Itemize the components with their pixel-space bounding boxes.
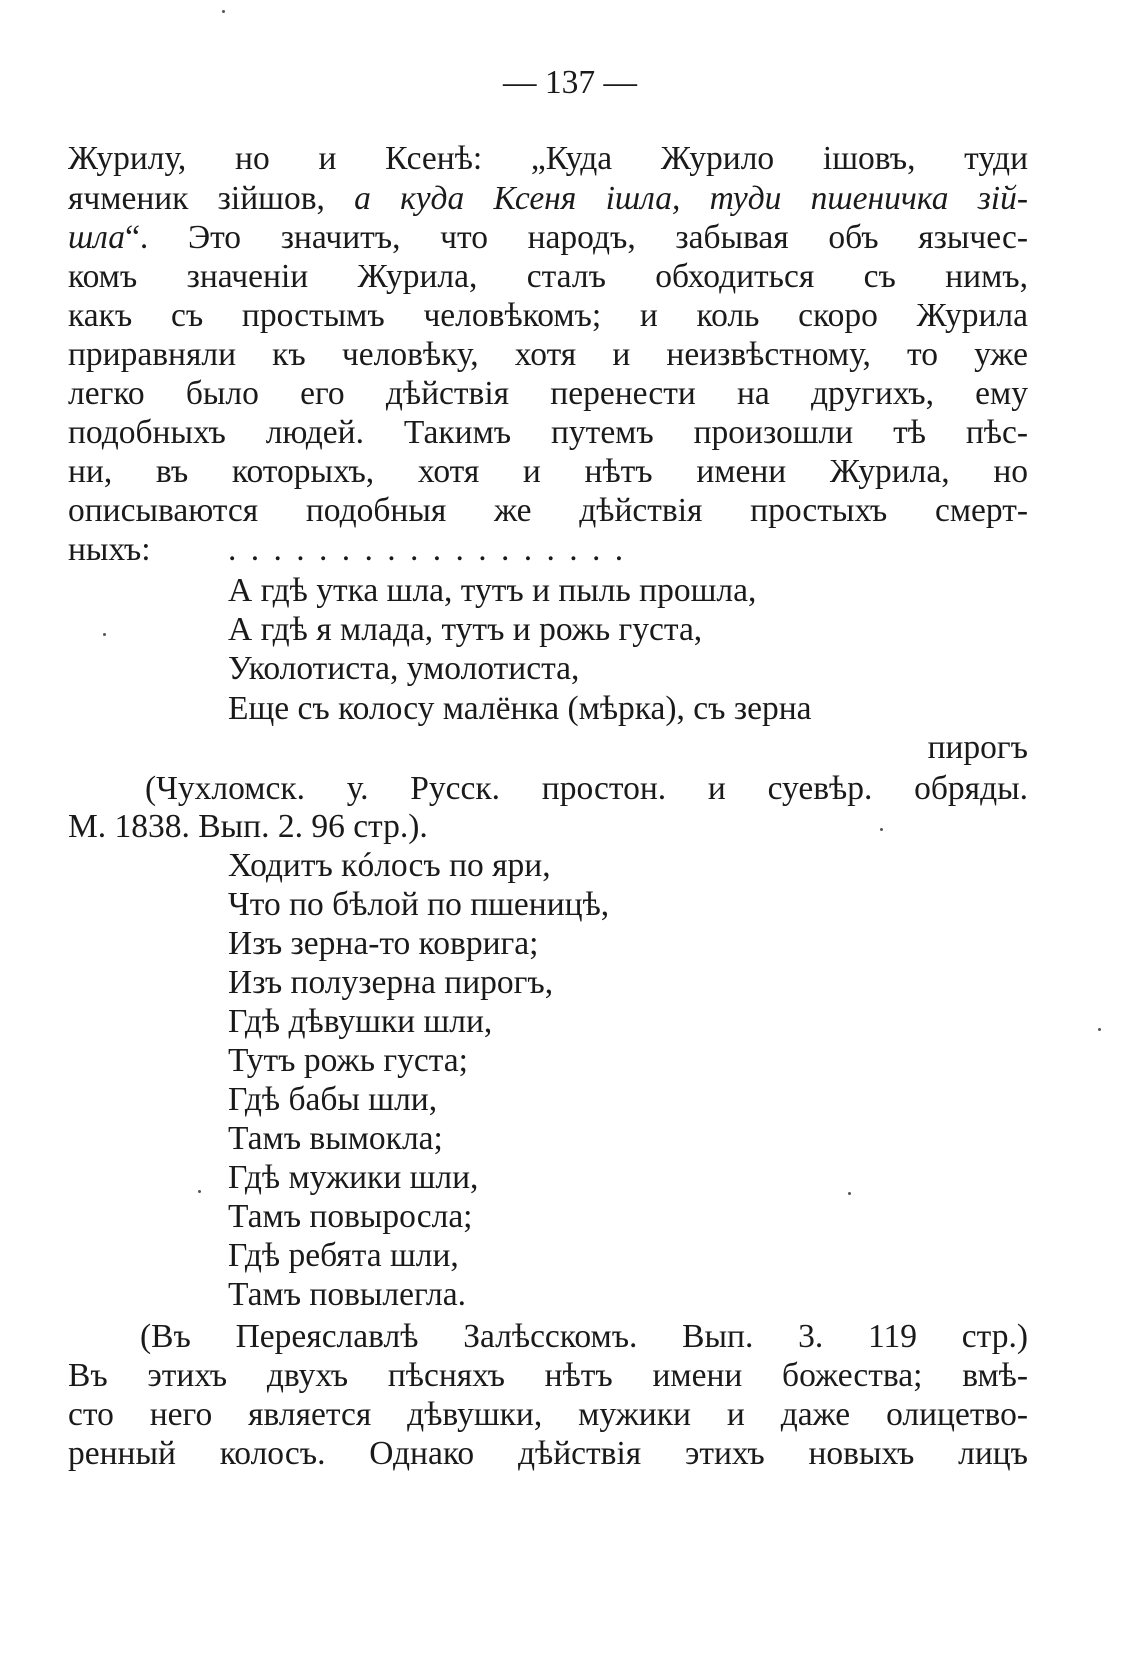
verse-line: Тамъ повылегла.	[228, 1276, 466, 1313]
paragraph-line: подобныхъ людей. Такимъ путемъ произошли тѣ пѣс-	[68, 414, 1028, 451]
verse-line: А гдѣ я млада, тутъ и рожь густа,	[228, 611, 703, 648]
paragraph-line	[68, 529, 1028, 571]
verse-line: Изъ зерна-то коврига;	[228, 925, 539, 962]
verse-line: Изъ полузерна пирогъ,	[228, 964, 554, 1001]
verse-line: Тамъ вымокла;	[228, 1120, 443, 1157]
paragraph-line: ни, въ которыхъ, хотя и нѣтъ имени Журила, но	[68, 453, 1028, 490]
paragraph-line	[68, 178, 1028, 220]
verse-line: Гдѣ дѣвушки шли,	[228, 1003, 493, 1040]
verse-line: Что по бѣлой по пшеницѣ,	[228, 886, 610, 923]
paragraph-line: какъ съ простымъ человѣкомъ; и коль скоро Журила	[68, 297, 1028, 334]
paragraph-line: сто него является дѣвушки, мужики и даже олицетво-	[68, 1396, 1028, 1433]
paragraph-line	[68, 217, 1028, 259]
ellipsis-dots: . . . . . . . . . . . . . . . . . .	[228, 531, 627, 568]
scan-speck	[198, 1190, 201, 1193]
paragraph-line: приравняли къ человѣку, хотя и неизвѣстному, то уже	[68, 336, 1028, 373]
italic-quote: а куда Ксеня iшла, туди пшеничка зiй-	[354, 180, 1028, 217]
scan-speck	[222, 10, 225, 13]
scan-speck	[848, 1192, 851, 1195]
citation-line: (Чухломск. у. Русск. простон. и суевѣр. обряды.	[145, 770, 1028, 807]
plain-text: ячменик зiйшов,	[68, 180, 355, 217]
verse-line: А гдѣ утка шла, тутъ и пыль прошла,	[228, 572, 757, 609]
paragraph-line: комъ значенiи Журила, сталъ обходиться съ нимъ,	[68, 258, 1028, 295]
scan-speck	[103, 633, 106, 636]
verse-line-continuation: пирогъ	[927, 729, 1028, 766]
verse-line: Тамъ повыросла;	[228, 1198, 473, 1235]
italic-quote: шла	[68, 219, 126, 256]
page-number: — 137 —	[503, 64, 637, 101]
plain-text: “. Это значитъ, что народъ, забывая объ язычес-	[125, 219, 1028, 256]
paragraph-line: легко было его дѣйствiя перенести на другихъ, ему	[68, 375, 1028, 412]
plain-text: ныхъ:	[68, 531, 151, 568]
scan-speck	[1098, 1028, 1101, 1031]
verse-line: Тутъ рожь густа;	[228, 1042, 468, 1079]
verse-line: Ходитъ кóлосъ по яри,	[228, 847, 551, 884]
verse-line: Гдѣ мужики шли,	[228, 1159, 479, 1196]
verse-line: Гдѣ бабы шли,	[228, 1081, 438, 1118]
citation-line: (Въ Переяславлѣ Залѣсскомъ. Вып. 3. 119 стр.)	[140, 1318, 1028, 1355]
scan-speck	[880, 828, 883, 831]
citation-line: М. 1838. Вып. 2. 96 стр.).	[68, 808, 428, 845]
paragraph-line: ренный колосъ. Однако дѣйствiя этихъ новыхъ лицъ	[68, 1435, 1028, 1472]
verse-line: Уколотиста, умолотиста,	[228, 650, 580, 687]
paragraph-line: Въ этихъ двухъ пѣсняхъ нѣтъ имени божества; вмѣ-	[68, 1357, 1028, 1394]
paragraph-line: описываются подобныя же дѣйствiя простыхъ смерт-	[68, 492, 1028, 529]
verse-line: Еще съ колосу малёнка (мѣрка), съ зерна	[228, 690, 812, 727]
verse-line: Гдѣ ребята шли,	[228, 1237, 459, 1274]
paragraph-line: Журилу, но и Ксенѣ: „Куда Журило iшовъ, туди	[68, 140, 1028, 177]
